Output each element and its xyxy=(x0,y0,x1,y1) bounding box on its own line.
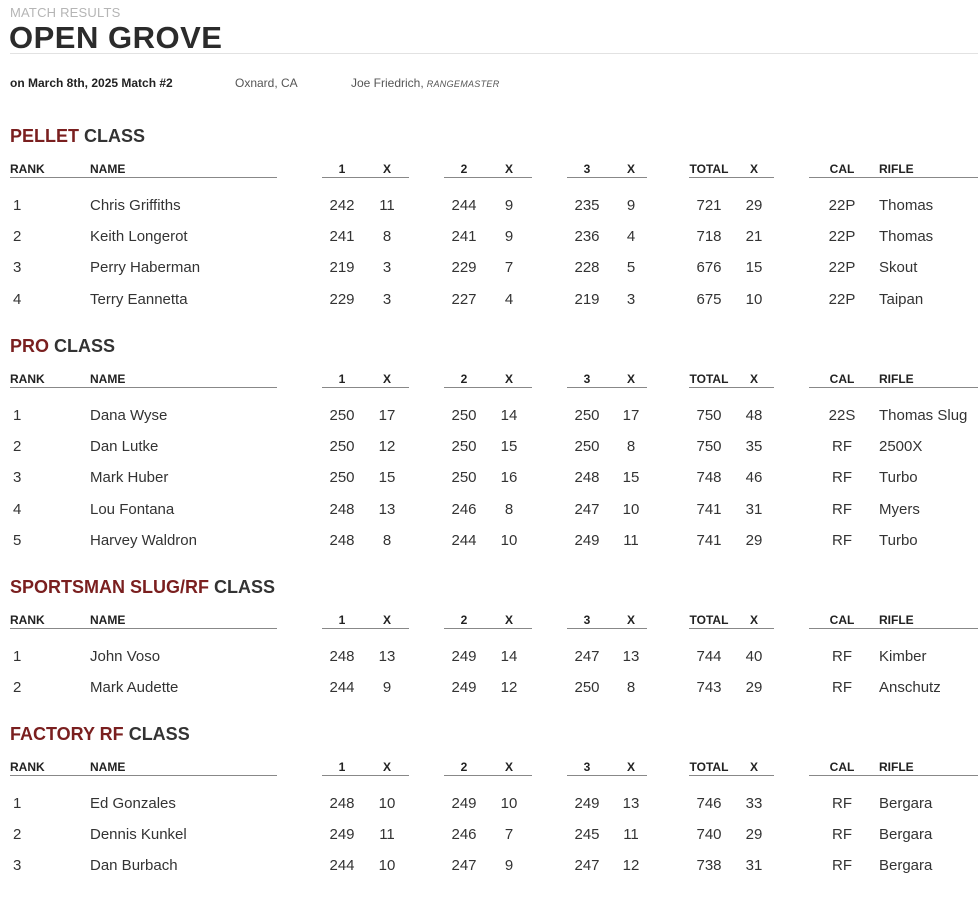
rangemaster-name: Joe Friedrich, xyxy=(351,76,424,90)
match-location: Oxnard, CA xyxy=(235,76,298,90)
cell-total: 718 xyxy=(696,228,722,245)
header-underline xyxy=(444,628,532,629)
cell-round-1: 229 xyxy=(329,291,355,308)
cell-round-2-x: 10 xyxy=(500,532,518,549)
cell-round-2-x: 9 xyxy=(504,228,514,245)
cell-total: 750 xyxy=(696,438,722,455)
cell-rifle: Thomas xyxy=(879,197,934,214)
header-underline xyxy=(10,387,277,388)
header-underline xyxy=(444,775,532,776)
cell-round-3-x: 12 xyxy=(622,857,640,874)
column-header-total: TOTAL xyxy=(689,613,729,627)
cell-caliber: RF xyxy=(832,501,852,518)
cell-round-1-x: 15 xyxy=(378,469,396,486)
column-header-rifle: RIFLE xyxy=(879,760,914,774)
header-underline xyxy=(567,628,647,629)
cell-rank: 2 xyxy=(13,679,22,696)
cell-caliber: RF xyxy=(832,826,852,843)
cell-rifle: Skout xyxy=(879,259,918,276)
column-header-total-x: X xyxy=(749,760,758,774)
cell-caliber: RF xyxy=(832,857,852,874)
cell-total: 741 xyxy=(696,501,722,518)
column-header-rifle: RIFLE xyxy=(879,162,914,176)
cell-round-1-x: 3 xyxy=(382,291,392,308)
cell-rank: 4 xyxy=(13,501,22,518)
cell-round-1: 241 xyxy=(329,228,355,245)
cell-caliber: 22S xyxy=(828,407,856,424)
column-header-round-2: 2 xyxy=(460,372,468,386)
cell-round-3: 250 xyxy=(574,438,600,455)
column-header-round-3: 3 xyxy=(583,372,591,386)
cell-total-x: 31 xyxy=(745,857,763,874)
header-underline xyxy=(10,775,277,776)
cell-total: 675 xyxy=(696,291,722,308)
cell-total-x: 31 xyxy=(745,501,763,518)
cell-total-x: 46 xyxy=(745,469,763,486)
cell-rank: 2 xyxy=(13,228,22,245)
header-underline xyxy=(689,628,774,629)
column-header-round-2-x: X xyxy=(504,162,513,176)
cell-round-2-x: 9 xyxy=(504,197,514,214)
header-underline xyxy=(689,177,774,178)
cell-caliber: 22P xyxy=(828,291,856,308)
cell-caliber: RF xyxy=(832,469,852,486)
column-header-caliber: CAL xyxy=(829,760,855,774)
header-underline xyxy=(689,775,774,776)
header-underline xyxy=(322,775,409,776)
cell-rank: 2 xyxy=(13,826,22,843)
class-title xyxy=(10,577,275,598)
cell-total: 676 xyxy=(696,259,722,276)
column-header-round-3-x: X xyxy=(626,372,635,386)
header-underline xyxy=(10,177,277,178)
page-kicker: MATCH RESULTS xyxy=(10,5,121,20)
header-underline xyxy=(444,387,532,388)
cell-rifle: Bergara xyxy=(879,826,933,843)
cell-total: 746 xyxy=(696,795,722,812)
class-section xyxy=(0,126,978,308)
cell-round-2: 241 xyxy=(451,228,477,245)
cell-name: Lou Fontana xyxy=(90,501,175,518)
column-header-round-3: 3 xyxy=(583,613,591,627)
cell-name: Harvey Waldron xyxy=(90,532,197,549)
column-header-round-3-x: X xyxy=(626,613,635,627)
cell-rank: 5 xyxy=(13,532,22,549)
cell-round-3-x: 8 xyxy=(626,679,636,696)
cell-round-1-x: 11 xyxy=(379,826,395,843)
header-underline xyxy=(809,775,978,776)
cell-round-3-x: 13 xyxy=(622,648,640,665)
cell-round-3: 249 xyxy=(574,795,600,812)
cell-round-2-x: 10 xyxy=(500,795,518,812)
cell-round-1: 250 xyxy=(329,438,355,455)
cell-rifle: Thomas Slug xyxy=(879,407,968,424)
cell-round-1-x: 12 xyxy=(378,438,396,455)
cell-round-2: 244 xyxy=(451,197,477,214)
cell-total-x: 29 xyxy=(745,826,763,843)
column-header-round-2: 2 xyxy=(460,613,468,627)
cell-rank: 1 xyxy=(13,648,22,665)
column-header-round-3: 3 xyxy=(583,162,591,176)
cell-name: Chris Griffiths xyxy=(90,197,181,214)
cell-total-x: 29 xyxy=(745,679,763,696)
header-underline xyxy=(322,387,409,388)
cell-caliber: RF xyxy=(832,648,852,665)
cell-round-2: 250 xyxy=(451,407,477,424)
cell-name: Mark Huber xyxy=(90,469,169,486)
cell-round-1-x: 10 xyxy=(378,857,396,874)
column-header-round-3-x: X xyxy=(626,760,635,774)
cell-round-1: 248 xyxy=(329,648,355,665)
cell-name: Dennis Kunkel xyxy=(90,826,187,843)
column-header-caliber: CAL xyxy=(829,613,855,627)
cell-caliber: RF xyxy=(832,679,852,696)
cell-name: Ed Gonzales xyxy=(90,795,176,812)
class-section xyxy=(0,336,978,549)
cell-name: Perry Haberman xyxy=(90,259,201,276)
header-underline xyxy=(809,177,978,178)
cell-total-x: 10 xyxy=(745,291,763,308)
column-header-round-1: 1 xyxy=(338,613,346,627)
cell-round-3: 235 xyxy=(574,197,600,214)
column-header-round-2: 2 xyxy=(460,162,468,176)
column-header-rifle: RIFLE xyxy=(879,613,914,627)
cell-name: Terry Eannetta xyxy=(90,291,188,308)
column-header-total-x: X xyxy=(749,613,758,627)
cell-round-3: 228 xyxy=(574,259,600,276)
cell-rank: 4 xyxy=(13,291,22,308)
header-underline xyxy=(444,177,532,178)
cell-total-x: 15 xyxy=(745,259,763,276)
column-header-round-1-x: X xyxy=(382,162,391,176)
cell-round-2: 249 xyxy=(451,795,477,812)
column-header-rifle: RIFLE xyxy=(879,372,914,386)
cell-rank: 3 xyxy=(13,259,22,276)
cell-round-1-x: 13 xyxy=(378,648,396,665)
cell-caliber: RF xyxy=(832,795,852,812)
class-title-accent: PRO xyxy=(10,336,50,356)
cell-total-x: 29 xyxy=(745,197,763,214)
class-title-rest: CLASS xyxy=(79,126,146,146)
cell-round-1: 248 xyxy=(329,795,355,812)
cell-round-2-x: 12 xyxy=(500,679,518,696)
cell-rank: 1 xyxy=(13,197,22,214)
cell-name: Keith Longerot xyxy=(90,228,188,245)
cell-rifle: Bergara xyxy=(879,857,933,874)
header-underline xyxy=(567,775,647,776)
cell-total-x: 29 xyxy=(745,532,763,549)
class-title-accent: PELLET xyxy=(10,126,80,146)
class-title-accent: SPORTSMAN SLUG/RF xyxy=(10,577,210,597)
cell-round-1: 219 xyxy=(329,259,355,276)
cell-total: 738 xyxy=(696,857,722,874)
cell-round-2-x: 14 xyxy=(500,648,518,665)
cell-rifle: Anschutz xyxy=(879,679,941,696)
header-underline xyxy=(689,387,774,388)
column-header-round-2: 2 xyxy=(460,760,468,774)
cell-round-2: 247 xyxy=(451,857,477,874)
class-title xyxy=(10,336,115,357)
cell-total-x: 21 xyxy=(745,228,763,245)
column-header-total-x: X xyxy=(749,372,758,386)
cell-round-3-x: 13 xyxy=(622,795,640,812)
cell-total: 750 xyxy=(696,407,722,424)
cell-round-2-x: 14 xyxy=(500,407,518,424)
cell-round-2: 246 xyxy=(451,501,477,518)
cell-rank: 1 xyxy=(13,795,22,812)
cell-round-2: 227 xyxy=(451,291,477,308)
cell-caliber: 22P xyxy=(828,228,856,245)
cell-total-x: 40 xyxy=(745,648,763,665)
column-header-total-x: X xyxy=(749,162,758,176)
header-underline xyxy=(809,628,978,629)
column-header-round-2-x: X xyxy=(504,760,513,774)
cell-round-1-x: 11 xyxy=(379,197,395,214)
cell-rank: 2 xyxy=(13,438,22,455)
class-title-rest: CLASS xyxy=(123,724,190,744)
cell-total-x: 35 xyxy=(745,438,763,455)
cell-round-2: 244 xyxy=(451,532,477,549)
cell-round-1: 249 xyxy=(329,826,355,843)
cell-round-3-x: 3 xyxy=(626,291,636,308)
column-header-round-1: 1 xyxy=(338,760,346,774)
column-header-round-1: 1 xyxy=(338,372,346,386)
cell-round-1: 242 xyxy=(329,197,355,214)
cell-round-2: 246 xyxy=(451,826,477,843)
cell-round-1-x: 8 xyxy=(382,532,392,549)
column-header-total: TOTAL xyxy=(689,162,729,176)
cell-round-3: 236 xyxy=(574,228,600,245)
class-title xyxy=(10,724,190,745)
cell-round-2-x: 15 xyxy=(500,438,518,455)
column-header-total: TOTAL xyxy=(689,372,729,386)
cell-name: Dan Lutke xyxy=(90,438,159,455)
class-section xyxy=(0,577,978,747)
cell-round-3: 219 xyxy=(574,291,600,308)
page-title: OPEN GROVE xyxy=(9,20,223,55)
column-header-rank: RANK xyxy=(10,372,45,386)
cell-rifle: Bergara xyxy=(879,795,933,812)
cell-round-2-x: 7 xyxy=(504,259,514,276)
title-divider xyxy=(10,53,978,54)
cell-rank: 1 xyxy=(13,407,22,424)
class-title-rest: CLASS xyxy=(49,336,116,356)
cell-round-1-x: 9 xyxy=(382,679,392,696)
cell-round-3-x: 17 xyxy=(622,407,640,424)
cell-round-3-x: 15 xyxy=(622,469,640,486)
class-title-rest: CLASS xyxy=(209,577,276,597)
cell-round-3: 247 xyxy=(574,857,600,874)
match-date: on March 8th, 2025 Match #2 xyxy=(10,76,173,90)
column-header-total: TOTAL xyxy=(689,760,729,774)
cell-round-1-x: 8 xyxy=(382,228,392,245)
cell-total: 744 xyxy=(696,648,722,665)
cell-round-1: 248 xyxy=(329,501,355,518)
header-underline xyxy=(10,628,277,629)
cell-round-3: 247 xyxy=(574,648,600,665)
column-header-rank: RANK xyxy=(10,760,45,774)
class-section xyxy=(0,724,978,894)
cell-total-x: 33 xyxy=(745,795,763,812)
cell-rifle: Turbo xyxy=(879,469,918,486)
cell-caliber: RF xyxy=(832,532,852,549)
class-title xyxy=(10,126,145,147)
cell-rifle: Turbo xyxy=(879,532,918,549)
cell-round-3: 250 xyxy=(574,679,600,696)
cell-name: Dan Burbach xyxy=(90,857,178,874)
cell-total: 741 xyxy=(696,532,722,549)
cell-round-2-x: 7 xyxy=(504,826,514,843)
column-header-round-2-x: X xyxy=(504,372,513,386)
column-header-name: NAME xyxy=(90,162,126,176)
cell-round-3-x: 11 xyxy=(623,826,639,843)
cell-round-1: 250 xyxy=(329,469,355,486)
column-header-rank: RANK xyxy=(10,613,45,627)
cell-round-3-x: 10 xyxy=(622,501,640,518)
column-header-name: NAME xyxy=(90,613,126,627)
cell-total: 748 xyxy=(696,469,722,486)
cell-rifle: Thomas xyxy=(879,228,934,245)
cell-round-1: 244 xyxy=(329,679,355,696)
header-underline xyxy=(322,177,409,178)
cell-rifle: Taipan xyxy=(879,291,924,308)
cell-name: Dana Wyse xyxy=(90,407,168,424)
column-header-name: NAME xyxy=(90,372,126,386)
cell-round-3: 247 xyxy=(574,501,600,518)
cell-round-2: 249 xyxy=(451,679,477,696)
cell-round-3-x: 5 xyxy=(626,259,636,276)
column-header-round-2-x: X xyxy=(504,613,513,627)
cell-round-3: 248 xyxy=(574,469,600,486)
cell-round-3-x: 9 xyxy=(626,197,636,214)
cell-round-1-x: 3 xyxy=(382,259,392,276)
header-underline xyxy=(322,628,409,629)
cell-round-3: 250 xyxy=(574,407,600,424)
cell-round-1: 248 xyxy=(329,532,355,549)
cell-round-2-x: 9 xyxy=(504,857,514,874)
cell-caliber: 22P xyxy=(828,259,856,276)
cell-total-x: 48 xyxy=(745,407,763,424)
cell-total: 743 xyxy=(696,679,722,696)
cell-round-1: 244 xyxy=(329,857,355,874)
cell-round-2-x: 4 xyxy=(504,291,514,308)
cell-round-3-x: 4 xyxy=(626,228,636,245)
class-title-accent: FACTORY RF xyxy=(10,724,124,744)
cell-round-2-x: 16 xyxy=(500,469,518,486)
cell-round-1-x: 10 xyxy=(378,795,396,812)
cell-rifle: 2500X xyxy=(879,438,923,455)
column-header-caliber: CAL xyxy=(829,372,855,386)
cell-round-3-x: 11 xyxy=(623,532,639,549)
cell-round-2: 250 xyxy=(451,438,477,455)
cell-rifle: Myers xyxy=(879,501,920,518)
cell-rifle: Kimber xyxy=(879,648,927,665)
cell-caliber: 22P xyxy=(828,197,856,214)
cell-caliber: RF xyxy=(832,438,852,455)
column-header-round-3: 3 xyxy=(583,760,591,774)
column-header-round-3-x: X xyxy=(626,162,635,176)
rangemaster xyxy=(351,76,500,90)
cell-name: Mark Audette xyxy=(90,679,179,696)
cell-name: John Voso xyxy=(90,648,161,665)
header-underline xyxy=(567,387,647,388)
cell-round-1-x: 13 xyxy=(378,501,396,518)
rangemaster-role: RANGEMASTER xyxy=(426,79,500,89)
cell-round-2-x: 8 xyxy=(504,501,514,518)
cell-round-2: 229 xyxy=(451,259,477,276)
cell-round-3: 249 xyxy=(574,532,600,549)
cell-round-3: 245 xyxy=(574,826,600,843)
cell-round-2: 250 xyxy=(451,469,477,486)
header-underline xyxy=(809,387,978,388)
cell-round-1-x: 17 xyxy=(378,407,396,424)
cell-rank: 3 xyxy=(13,857,22,874)
cell-total: 740 xyxy=(696,826,722,843)
column-header-caliber: CAL xyxy=(829,162,855,176)
cell-round-2: 249 xyxy=(451,648,477,665)
column-header-rank: RANK xyxy=(10,162,45,176)
cell-total: 721 xyxy=(696,197,722,214)
cell-rank: 3 xyxy=(13,469,22,486)
cell-round-3-x: 8 xyxy=(626,438,636,455)
cell-round-1: 250 xyxy=(329,407,355,424)
column-header-round-1-x: X xyxy=(382,372,391,386)
column-header-round-1-x: X xyxy=(382,613,391,627)
header-underline xyxy=(567,177,647,178)
column-header-round-1: 1 xyxy=(338,162,346,176)
column-header-round-1-x: X xyxy=(382,760,391,774)
column-header-name: NAME xyxy=(90,760,126,774)
